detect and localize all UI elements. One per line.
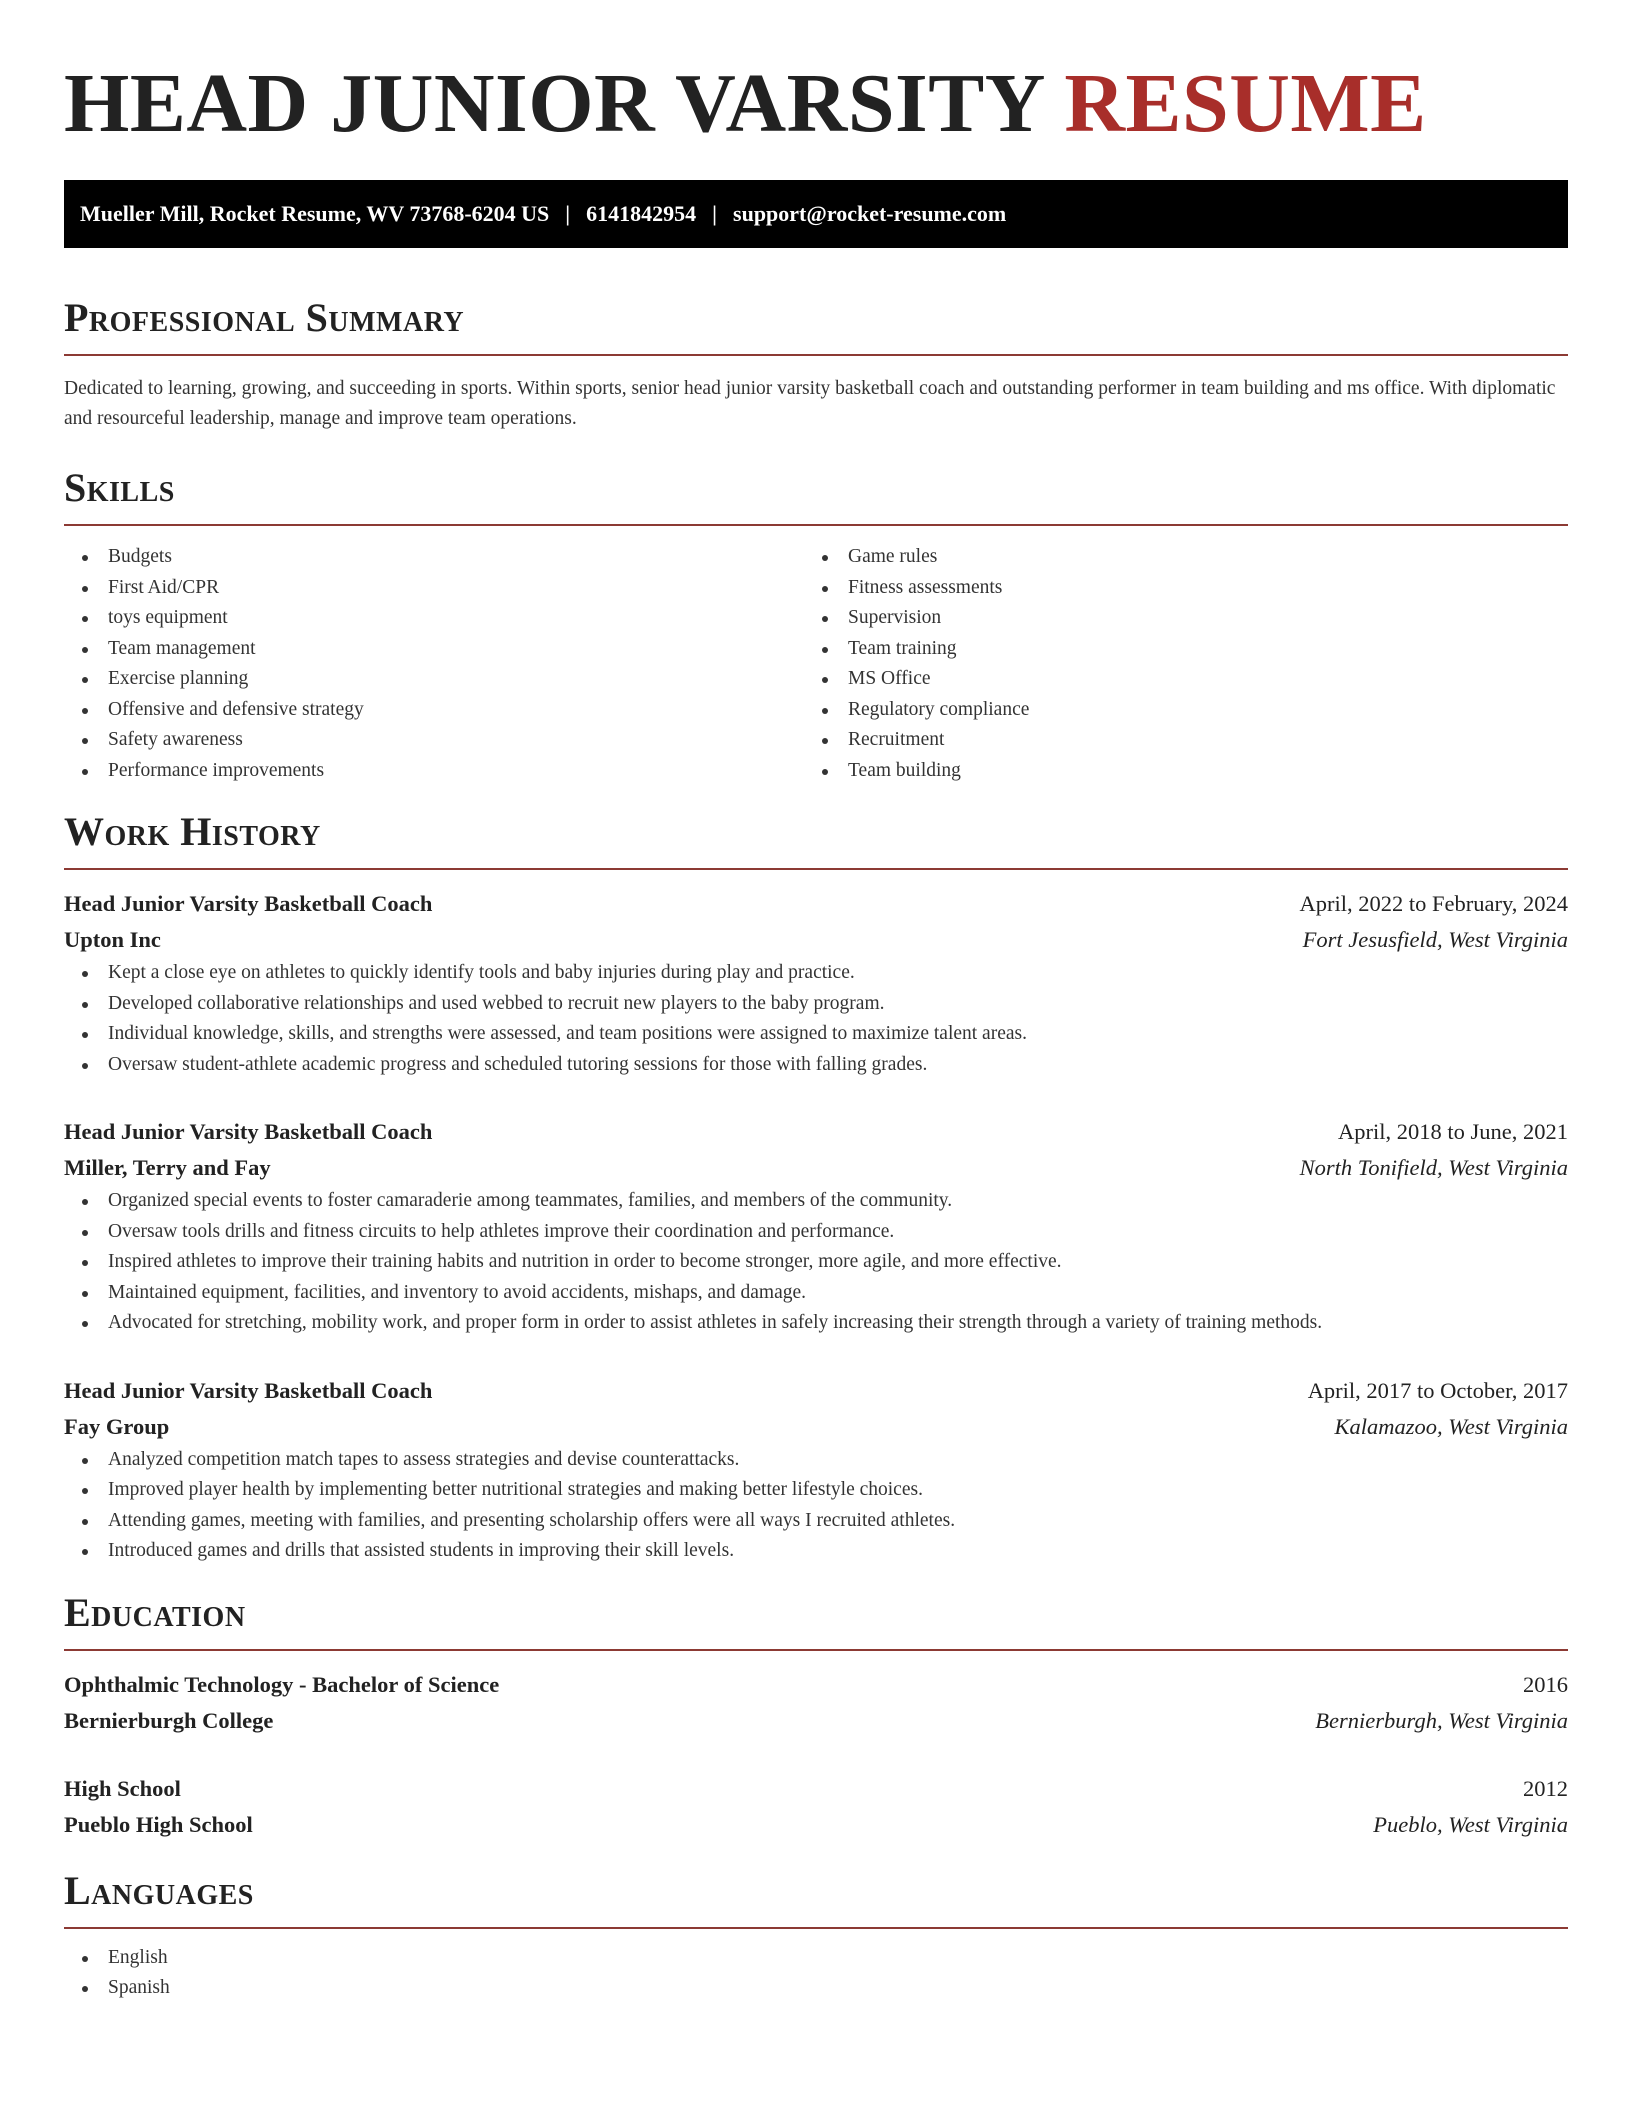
contact-bar: [64, 180, 1568, 248]
section-divider: [64, 354, 1568, 356]
title-main: HEAD JUNIOR VARSITY: [64, 57, 1043, 150]
skill-item: Budgets: [64, 542, 804, 573]
skills-section: [64, 464, 1568, 786]
skills-heading: Skills: [64, 465, 175, 510]
job-dates: April, 2018 to June, 2021: [1338, 1119, 1568, 1144]
job-title: Head Junior Varsity Basketball Coach: [64, 1377, 433, 1403]
education-school: Pueblo High School: [64, 1811, 253, 1837]
job-entry: [64, 886, 1568, 1080]
language-item: Spanish: [64, 1973, 1568, 2004]
education-school-row: [64, 1703, 1568, 1739]
skill-item: toys equipment: [64, 603, 804, 634]
education-entry: [64, 1667, 1568, 1739]
skill-item: Exercise planning: [64, 664, 804, 695]
skill-item: Regulatory compliance: [804, 695, 1544, 726]
education-location: Bernierburgh, West Virginia: [1315, 1707, 1568, 1733]
education-location: Pueblo, West Virginia: [1373, 1811, 1568, 1837]
job-duty: Inspired athletes to improve their training habits and nutrition in order to become stronger, more agile, and more effective.: [64, 1247, 1568, 1278]
job-duty: Kept a close eye on athletes to quickly identify tools and baby injuries during play and practice.: [64, 958, 1568, 989]
summary-heading: Professional Summary: [64, 295, 465, 340]
work-history-heading: Work History: [64, 809, 321, 854]
skills-list-right: [804, 542, 1544, 786]
education-heading: Education: [64, 1589, 246, 1635]
skill-item: Team management: [64, 634, 804, 665]
skill-item: MS Office: [804, 664, 1544, 695]
contact-separator: |: [565, 201, 571, 226]
job-title: Head Junior Varsity Basketball Coach: [64, 1119, 433, 1144]
job-dates: April, 2022 to February, 2024: [1299, 891, 1568, 916]
job-duty: Oversaw tools drills and fitness circuits to help athletes improve their coordination and performance.: [64, 1217, 1568, 1248]
work-history-section: [64, 808, 1568, 1567]
title-accent: RESUME: [1064, 57, 1427, 150]
skill-item: Fitness assessments: [804, 573, 1544, 604]
job-duty: Oversaw student-athlete academic progress and scheduled tutoring sessions for those with falling grades.: [64, 1050, 1568, 1081]
summary-text: Dedicated to learning, growing, and succeeding in sports. Within sports, senior head junior varsity basketball coach and outstanding performer in team building and ms office. With diplomatic and resourceful leadership, manage and improve team operations.: [64, 378, 1556, 429]
skill-item: Performance improvements: [64, 756, 804, 787]
education-degree: High School: [64, 1775, 181, 1801]
summary-section: [64, 294, 1568, 434]
job-duties: [64, 1445, 1568, 1567]
job-duties: [64, 958, 1568, 1080]
education-degree: Ophthalmic Technology - Bachelor of Science: [64, 1671, 500, 1697]
job-company: Fay Group: [64, 1413, 170, 1439]
skill-item: Team building: [804, 756, 1544, 787]
job-duty: Introduced games and drills that assisted students in improving their skill levels.: [64, 1536, 1568, 1567]
skill-item: Game rules: [804, 542, 1544, 573]
skills-list-left: [64, 542, 804, 786]
skills-grid: [64, 542, 1568, 786]
job-duties: [64, 1186, 1568, 1339]
contact-address: Mueller Mill, Rocket Resume, WV 73768-6204 US: [80, 201, 550, 226]
education-entry: [64, 1771, 1568, 1843]
job-location: Kalamazoo, West Virginia: [1334, 1413, 1568, 1439]
job-title-row: [64, 1114, 1568, 1150]
job-company-row: [64, 922, 1568, 958]
languages-heading: Languages: [64, 1867, 254, 1913]
job-title: Head Junior Varsity Basketball Coach: [64, 891, 433, 916]
education-section: [64, 1589, 1568, 1843]
education-year: 2012: [1523, 1775, 1568, 1801]
job-company-row: [64, 1409, 1568, 1445]
skill-item: Team training: [804, 634, 1544, 665]
education-school: Bernierburgh College: [64, 1707, 274, 1733]
job-duty: Improved player health by implementing better nutritional strategies and making better lifestyle choices.: [64, 1475, 1568, 1506]
section-divider: [64, 524, 1568, 526]
job-dates: April, 2017 to October, 2017: [1307, 1377, 1568, 1403]
skill-item: First Aid/CPR: [64, 573, 804, 604]
job-duty: Individual knowledge, skills, and strengths were assessed, and team positions were assigned to maximize talent areas.: [64, 1019, 1568, 1050]
education-degree-row: [64, 1771, 1568, 1807]
skill-item: Safety awareness: [64, 725, 804, 756]
job-company: Miller, Terry and Fay: [64, 1155, 271, 1180]
contact-separator: |: [712, 201, 718, 226]
job-entry: [64, 1114, 1568, 1339]
job-location: North Tonifield, West Virginia: [1299, 1155, 1568, 1180]
job-location: Fort Jesusfield, West Virginia: [1302, 927, 1568, 952]
job-duty: Advocated for stretching, mobility work, and proper form in order to assist athletes in safely increasing their strength through a variety of training methods.: [64, 1308, 1568, 1339]
language-item: English: [64, 1943, 1568, 1974]
section-divider: [64, 1649, 1568, 1651]
education-year: 2016: [1523, 1671, 1568, 1697]
skill-item: Recruitment: [804, 725, 1544, 756]
skill-item: Supervision: [804, 603, 1544, 634]
education-school-row: [64, 1807, 1568, 1843]
languages-list: [64, 1943, 1568, 2004]
job-duty: Organized special events to foster camaraderie among teammates, families, and members of the community.: [64, 1186, 1568, 1217]
section-divider: [64, 868, 1568, 870]
contact-email: support@rocket-resume.com: [733, 201, 1007, 226]
job-entry: [64, 1373, 1568, 1567]
job-duty: Maintained equipment, facilities, and inventory to avoid accidents, mishaps, and damage.: [64, 1278, 1568, 1309]
job-duty: Analyzed competition match tapes to assess strategies and devise counterattacks.: [64, 1445, 1568, 1476]
job-title-row: [64, 1373, 1568, 1409]
job-company-row: [64, 1150, 1568, 1186]
contact-phone: 6141842954: [586, 201, 697, 226]
resume-title: [64, 56, 1568, 152]
education-degree-row: [64, 1667, 1568, 1703]
job-company: Upton Inc: [64, 927, 161, 952]
section-divider: [64, 1927, 1568, 1929]
job-duty: Attending games, meeting with families, and presenting scholarship offers were all ways I recruited athletes.: [64, 1506, 1568, 1537]
languages-section: [64, 1867, 1568, 2004]
job-title-row: [64, 886, 1568, 922]
job-duty: Developed collaborative relationships and used webbed to recruit new players to the baby program.: [64, 989, 1568, 1020]
skill-item: Offensive and defensive strategy: [64, 695, 804, 726]
